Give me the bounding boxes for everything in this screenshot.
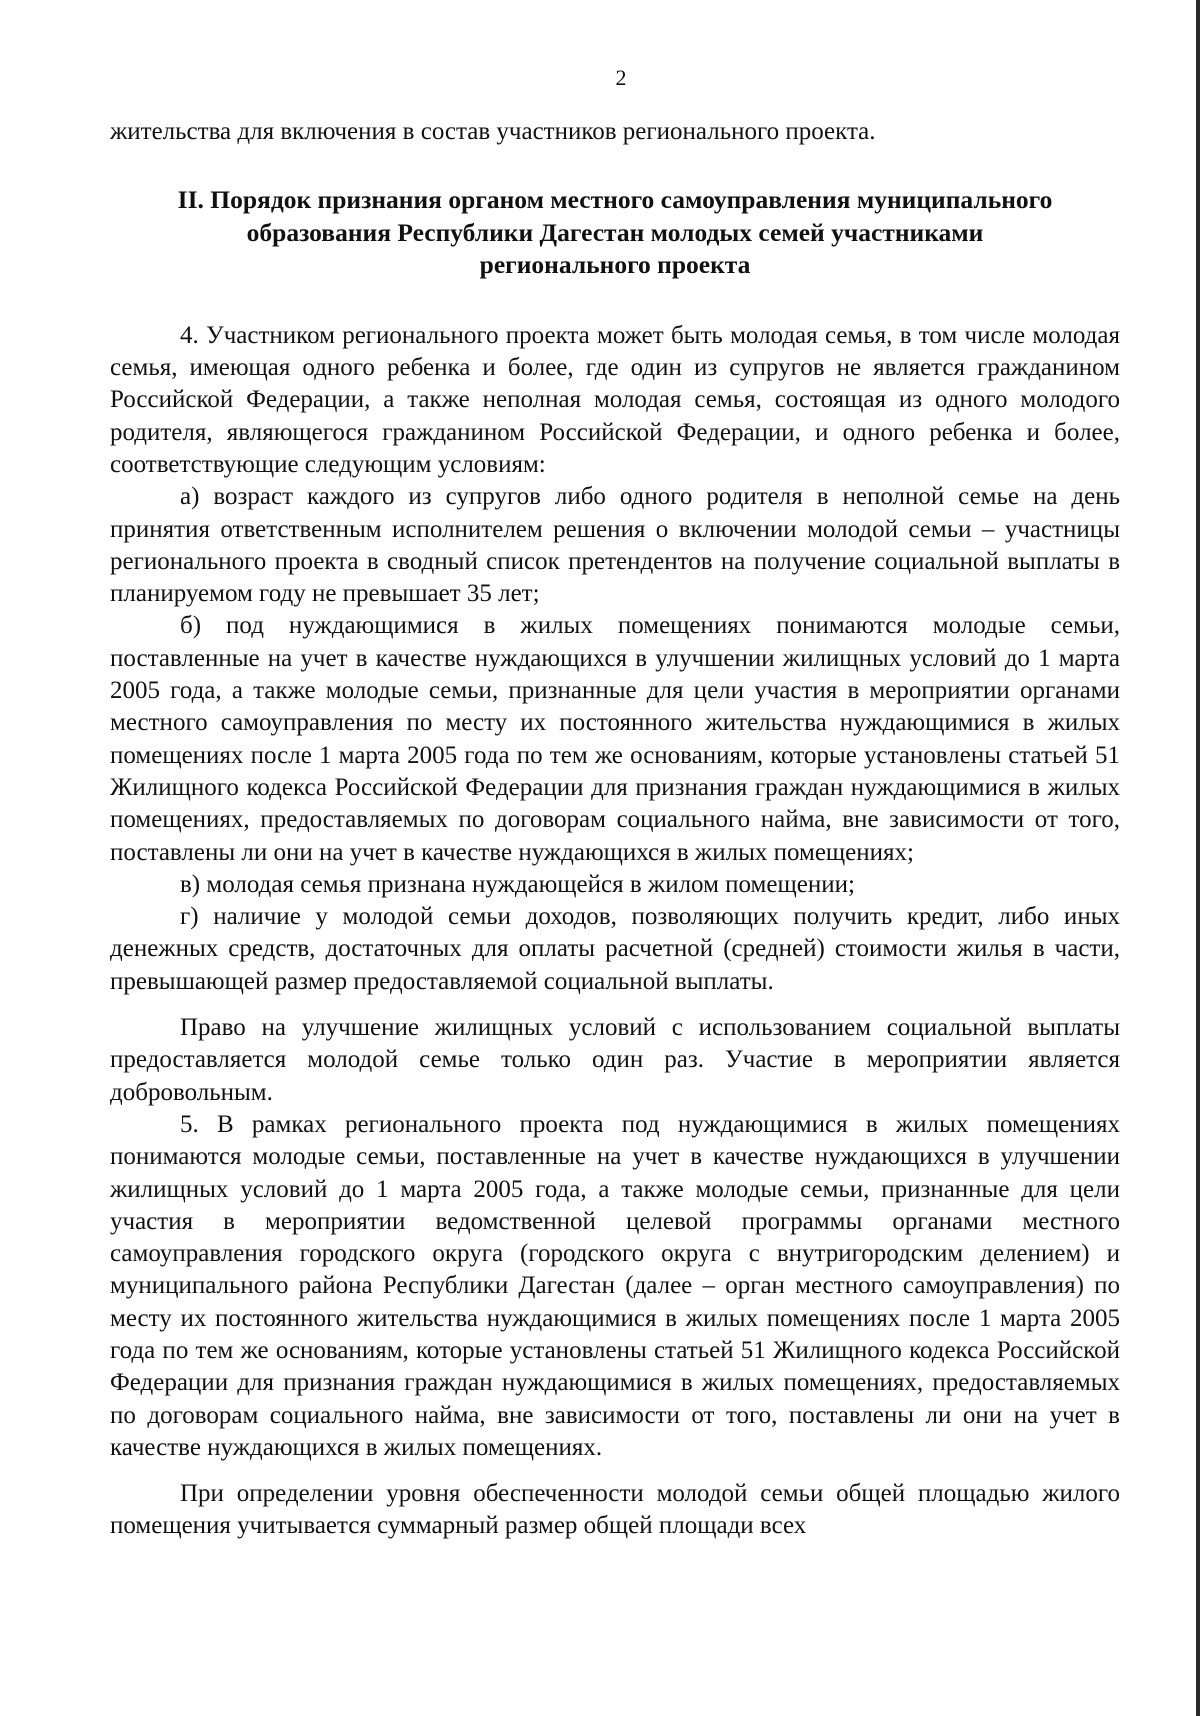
paragraph-right-note: Право на улучшение жилищных условий с использованием социальной выплаты предоставляется молодой семье только один раз. Участие в мероприятии является добровольным. — [110, 1014, 1120, 1106]
document-page — [110, 66, 1120, 1543]
paragraph-subitem-v: в) молодая семья признана нуждающейся в жилом помещении; — [180, 870, 855, 898]
paragraph-item-5: 5. В рамках регионального проекта под нуждающимися в жилых помещениях понимаются молодые семьи, поставленные на учет в качестве нуждающихся в улучшении жилищных условий до 1 марта 2005 года, а также молодые семьи, признанные для цели участия в мероприятии ведомственной целевой программы органами местного самоуправления городского округа (городского округа с внутригородским делением) и муниципального района Республики Дагестан (далее – орган местного самоуправления) по месту их постоянного жительства нуждающимися в жилых помещениях после 1 марта 2005 года по тем же основаниям, которые установлены статьей 51 Жилищного кодекса Российской Федерации для признания граждан нуждающимися в жилых помещениях, предоставляемых по договорам социального найма, вне зависимости от того, поставлены ли они на учет в качестве нуждающихся в жилых помещениях. — [110, 1110, 1120, 1461]
section-title: II. Порядок признания органом местного самоуправления муниципального образования Республики Дагестан молодых семей участниками регионального проекта — [177, 185, 1053, 280]
paragraph-subitem-a: а) возраст каждого из супругов либо одного родителя в неполной семье на день принятия ответственным исполнителем решения о включении молодой семьи – участницы регионального проекта в сводный список претендентов на получение социальной выплаты в планируемом году не превышает 35 лет; — [110, 483, 1120, 608]
paragraph-item-4: 4. Участником регионального проекта может быть молодая семья, в том числе молодая семья, имеющая одного ребенка и более, где один из супругов не является гражданином Российской Федерации, а также неполная молодая семья, состоящая из одного молодого родителя, являющегося гражданином Российской Федерации, и одного ребенка и более, соответствующие следующим условиям: — [110, 321, 1120, 478]
paragraph-subitem-g: г) наличие у молодой семьи доходов, позволяющих получить кредит, либо иных денежных средств, достаточных для оплаты расчетной (средней) стоимости жилья в части, превышающей размер предоставляемой социальной выплаты. — [110, 903, 1120, 995]
continuation-text: жительства для включения в состав участников регионального проекта. — [110, 118, 876, 145]
scan-edge-border — [1196, 0, 1200, 1716]
page-number: 2 — [615, 65, 627, 90]
paragraph-subitem-b: б) под нуждающимися в жилых помещениях понимаются молодые семьи, поставленные на учет в качестве нуждающихся в улучшении жилищных условий до 1 марта 2005 года, а также молодые семьи, признанные для цели участия в мероприятии органами местного самоуправления по месту их постоянного жительства нуждающимися в жилых помещениях после 1 марта 2005 года по тем же основаниям, которые установлены статьей 51 Жилищного кодекса Российской Федерации для признания граждан нуждающимися в жилых помещениях, предоставляемых по договорам социального найма, вне зависимости от того, поставлены ли они на учет в качестве нуждающихся в жилых помещениях; — [110, 612, 1120, 866]
paragraph-area-calculation: При определении уровня обеспеченности молодой семьи общей площадью жилого помещения учитывается суммарный размер общей площади всех — [110, 1480, 1120, 1540]
